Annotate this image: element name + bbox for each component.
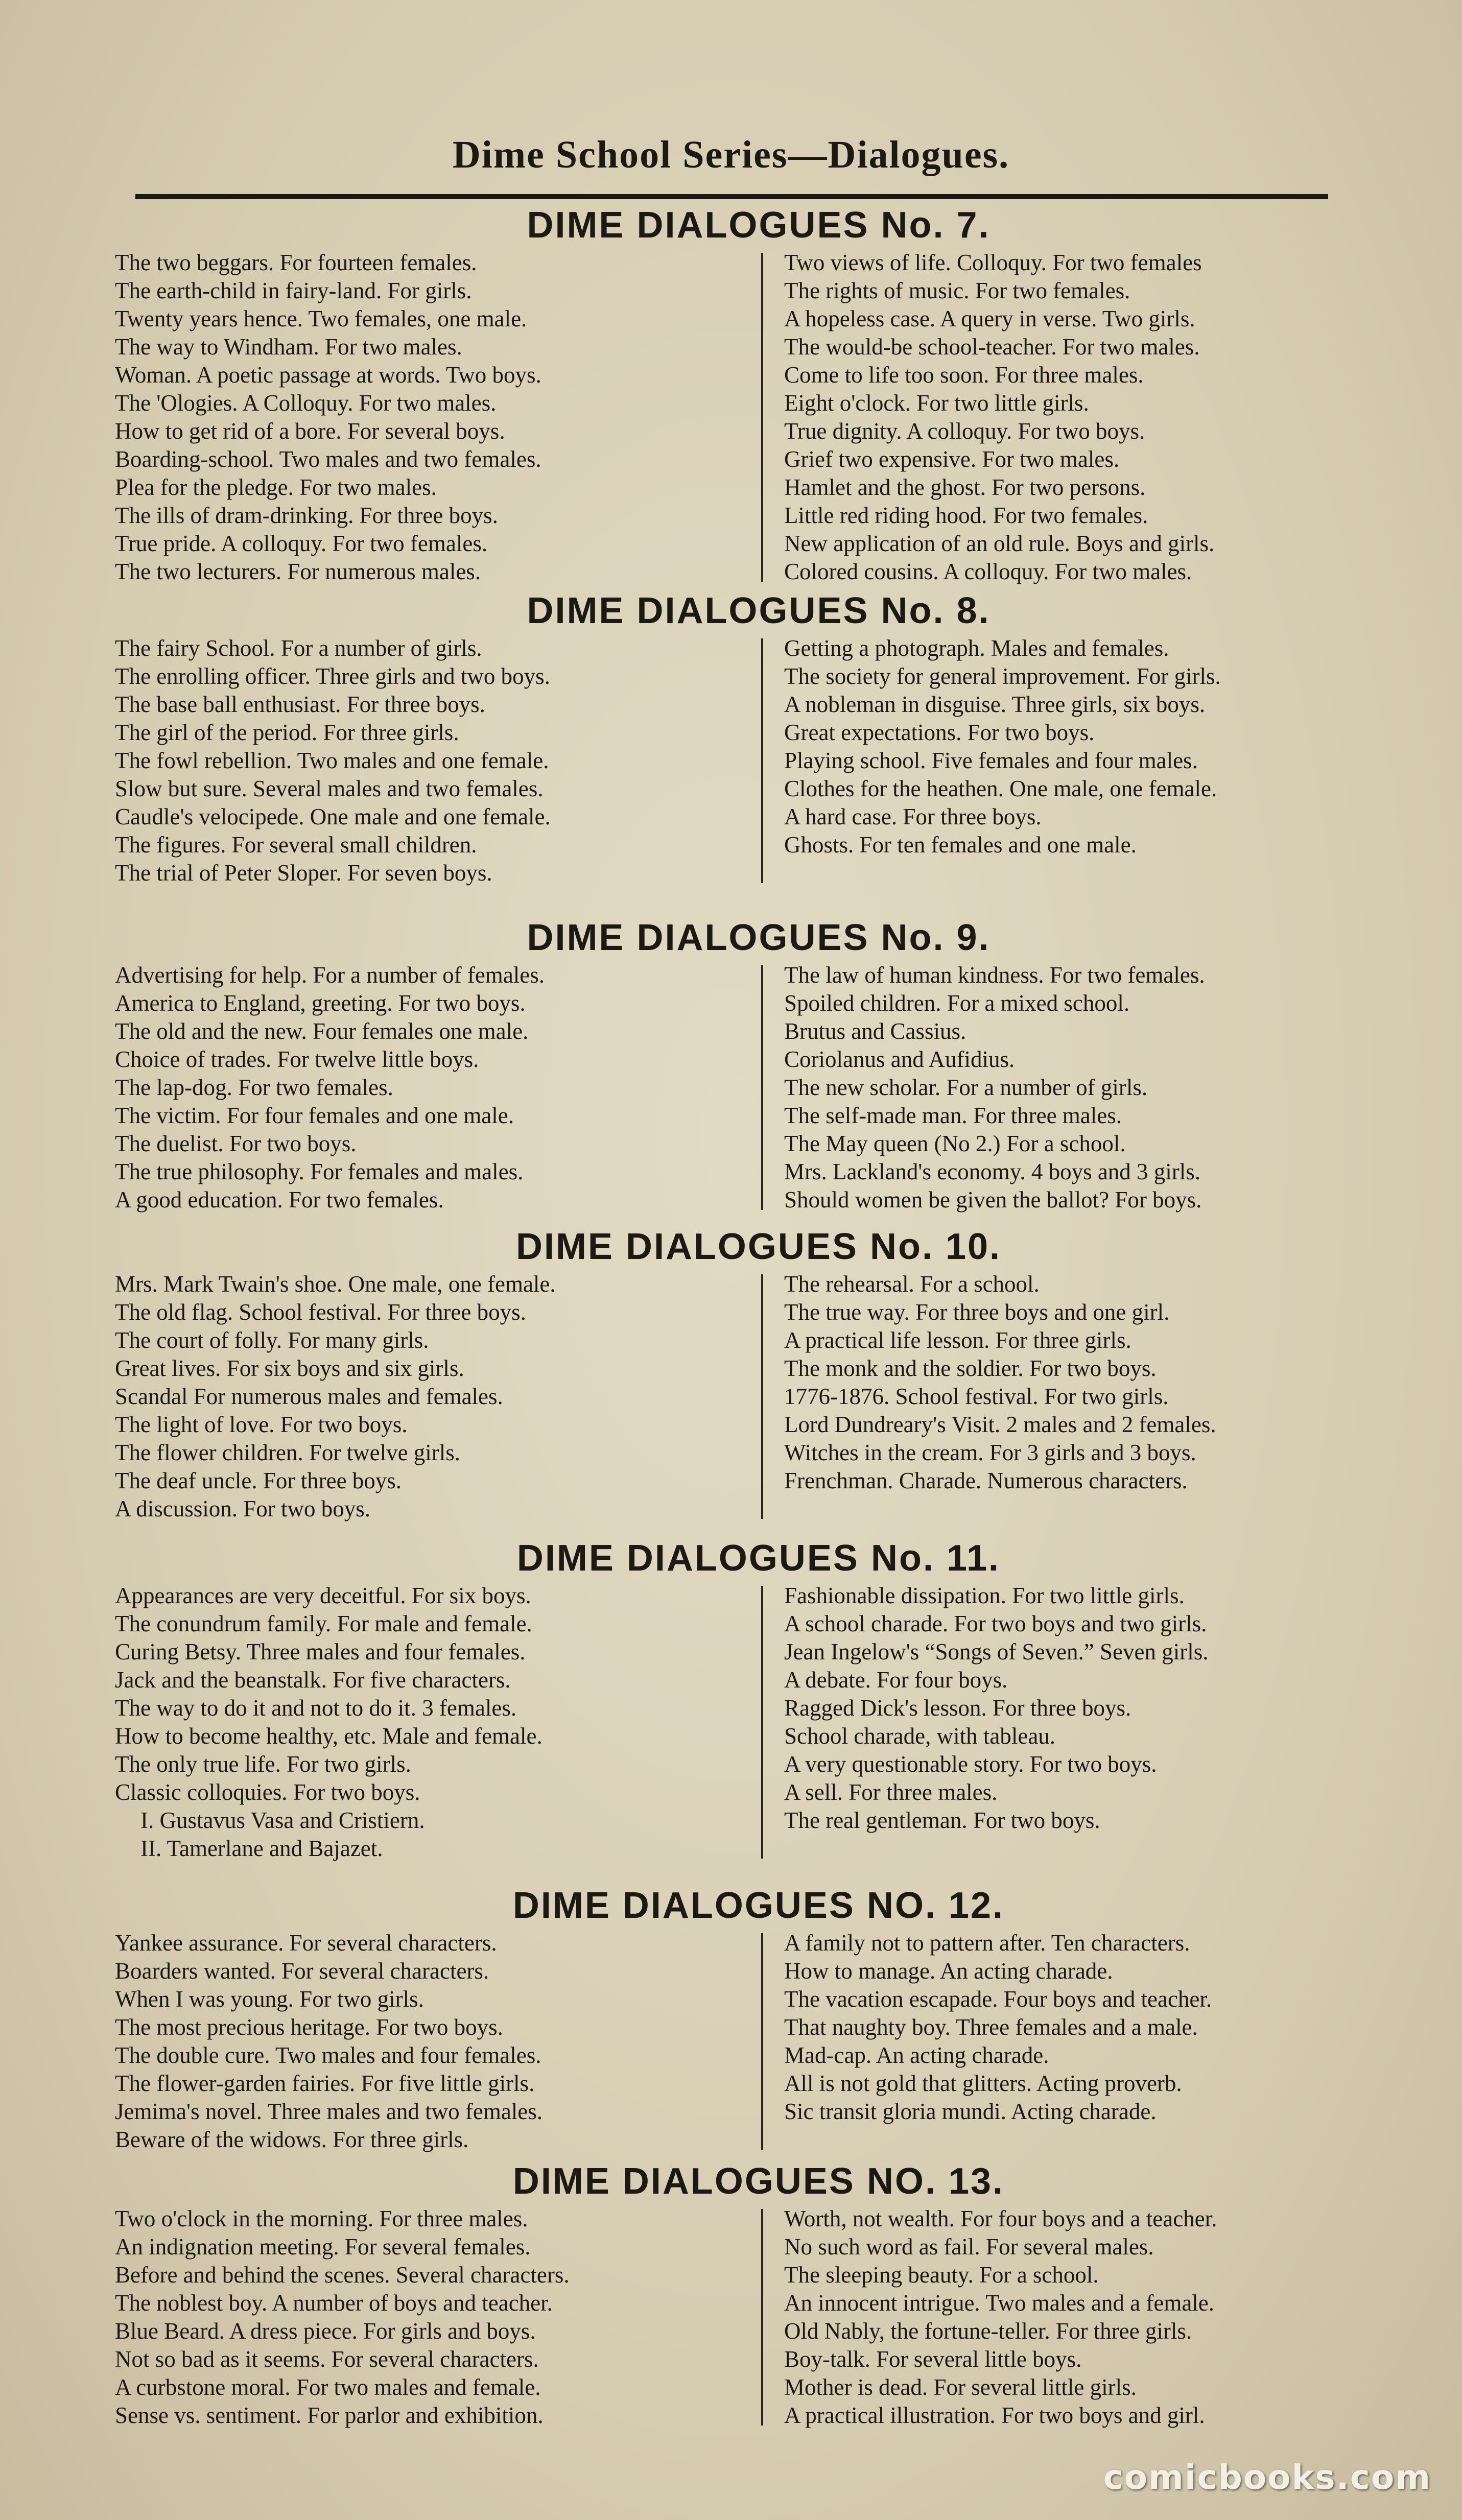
dialogue-entry: The old flag. School festival. For three boys. [115,1299,526,1325]
section-title: DIME DIALOGUES NO. 13. [512,2161,1005,2202]
left-column [115,1582,759,1863]
watermark: comicbooks.com [1103,2458,1431,2497]
dialogue-section [115,914,1402,1214]
dialogue-entry: That naughty boy. Three females and a male. [784,2014,1198,2040]
dialogue-entry: Scandal For numerous males and females. [115,1384,503,1409]
left-column [115,1929,759,2154]
left-column [115,249,759,586]
dialogue-entry: The real gentleman. For two boys. [784,1808,1100,1833]
dialogue-entry: The double cure. Two males and four females. [115,2042,541,2068]
dialogue-entry: Playing school. Five females and four males. [784,748,1198,773]
column-divider [761,253,763,582]
dialogue-entry: Jean Ingelow's “Songs of Seven.” Seven girls. [784,1639,1209,1665]
dialogue-entry: A hard case. For three boys. [784,804,1042,829]
dialogue-entry: Worth, not wealth. For four boys and a teacher. [784,2206,1217,2231]
dialogue-entry: The 'Ologies. A Colloquy. For two males. [115,390,497,416]
dialogue-entry: Blue Beard. A dress piece. For girls and boys. [115,2318,536,2344]
dialogue-entry: A practical life lesson. For three girls. [784,1327,1131,1353]
dialogue-entry: I. Gustavus Vasa and Cristiern. [140,1808,425,1833]
dialogue-entry: The ills of dram-drinking. For three boys. [115,503,498,528]
dialogue-entry: Advertising for help. For a number of females. [115,962,545,988]
left-column [115,634,759,887]
dialogue-entry: Sic transit gloria mundi. Acting charade. [784,2099,1157,2124]
dialogue-entry: The would-be school-teacher. For two males. [784,334,1200,360]
dialogue-entry: Jack and the beanstalk. For five characters. [115,1667,511,1693]
dialogue-entry: Spoiled children. For a mixed school. [784,990,1130,1016]
left-column [115,2205,759,2430]
dialogue-entry: Mrs. Mark Twain's shoe. One male, one female. [115,1271,556,1297]
dialogue-entry: A discussion. For two boys. [115,1496,371,1521]
dialogue-entry: Jemima's novel. Three males and two females. [115,2099,543,2124]
section-title: DIME DIALOGUES No. 9. [527,917,991,958]
dialogue-entry: The flower children. For twelve girls. [115,1440,461,1465]
dialogue-entry: Mother is dead. For several little girls. [784,2374,1137,2400]
dialogue-entry: Two o'clock in the morning. For three males. [115,2206,528,2231]
dialogue-entry: Brutus and Cassius. [784,1018,966,1044]
dialogue-entry: America to England, greeting. For two boys. [115,990,526,1016]
dialogue-entry: An innocent intrigue. Two males and a female. [784,2290,1215,2316]
dialogue-entry: Witches in the cream. For 3 girls and 3 boys. [784,1440,1196,1465]
left-column [115,961,759,1214]
dialogue-entry: The way to Windham. For two males. [115,334,462,360]
dialogue-entry: The conundrum family. For male and female. [115,1611,532,1636]
section-title: DIME DIALOGUES No. 7. [527,205,991,246]
dialogue-entry: Great expectations. For two boys. [784,720,1095,745]
dialogue-entry: Great lives. For six boys and six girls. [115,1356,464,1381]
dialogue-entry: The new scholar. For a number of girls. [784,1075,1148,1100]
dialogue-entry: How to manage. An acting charade. [784,1958,1113,1984]
column-divider [761,2209,763,2426]
dialogue-entry: 1776-1876. School festival. For two girls. [784,1384,1169,1409]
dialogue-entry: A curbstone moral. For two males and female. [115,2374,541,2400]
dialogue-entry: Hamlet and the ghost. For two persons. [784,474,1146,500]
left-column [115,1270,759,1523]
dialogue-entry: Come to life too soon. For three males. [784,362,1144,388]
dialogue-entry: The figures. For several small children. [115,832,477,858]
dialogue-entry: Ghosts. For ten females and one male. [784,832,1137,858]
dialogue-entry: Appearances are very deceitful. For six boys. [115,1583,531,1608]
dialogue-entry: Sense vs. sentiment. For parlor and exhibition. [115,2403,544,2428]
dialogue-entry: Clothes for the heathen. One male, one female. [784,776,1217,801]
dialogue-entry: A very questionable story. For two boys. [784,1751,1157,1777]
dialogue-entry: The fowl rebellion. Two males and one female. [115,748,549,773]
right-column [759,2205,1402,2430]
dialogue-entry: The rights of music. For two females. [784,278,1130,303]
dialogue-entry: Little red riding hood. For two females. [784,503,1148,528]
dialogue-entry: Plea for the pledge. For two males. [115,474,437,500]
section-columns [115,249,1402,586]
dialogue-entry: The May queen (No 2.) For a school. [784,1131,1126,1156]
dialogue-section [115,1223,1402,1523]
right-column [759,249,1402,586]
column-divider [761,1274,763,1519]
dialogue-entry: The old and the new. Four females one male. [115,1018,529,1044]
dialogue-entry: The society for general improvement. For girls. [784,663,1221,689]
dialogue-entry: Should women be given the ballot? For boys. [784,1187,1202,1213]
dialogue-entry: The way to do it and not to do it. 3 females. [115,1695,517,1721]
dialogue-entry: School charade, with tableau. [784,1723,1056,1749]
dialogue-entry: Coriolanus and Aufidius. [784,1047,1015,1072]
dialogue-section [115,587,1402,887]
dialogue-entry: The most precious heritage. For two boys. [115,2014,503,2040]
dialogue-entry: The true philosophy. For females and males. [115,1159,524,1184]
dialogue-entry: Mad-cap. An acting charade. [784,2042,1049,2068]
dialogue-entry: Classic colloquies. For two boys. [115,1779,420,1805]
dialogue-entry: A family not to pattern after. Ten characters. [784,1930,1190,1956]
dialogue-entry: The monk and the soldier. For two boys. [784,1356,1157,1381]
dialogue-entry: Yankee assurance. For several characters. [115,1930,497,1956]
dialogue-entry: Curing Betsy. Three males and four females. [115,1639,526,1665]
dialogue-entry: The vacation escapade. Four boys and teacher. [784,1986,1212,2012]
dialogue-section [115,1535,1402,1863]
column-divider [761,965,763,1210]
dialogue-entry: The fairy School. For a number of girls. [115,635,482,661]
section-title: DIME DIALOGUES No. 10. [515,1226,1002,1267]
column-divider [761,1933,763,2150]
dialogue-entry: II. Tamerlane and Bajazet. [140,1836,383,1861]
dialogue-entry: Not so bad as it seems. For several characters. [115,2346,539,2372]
dialogue-entry: When I was young. For two girls. [115,1986,424,2012]
dialogue-entry: Ragged Dick's lesson. For three boys. [784,1695,1131,1721]
dialogue-entry: The lap-dog. For two females. [115,1075,393,1100]
dialogue-entry: Getting a photograph. Males and females. [784,635,1169,661]
dialogue-entry: The two lecturers. For numerous males. [115,559,481,584]
dialogue-entry: The trial of Peter Sloper. For seven boys. [115,860,492,886]
dialogue-entry: Boarders wanted. For several characters. [115,1958,489,1984]
dialogue-entry: The flower-garden fairies. For five little girls. [115,2071,535,2096]
dialogue-entry: Two views of life. Colloquy. For two females [784,250,1202,275]
dialogue-entry: The only true life. For two girls. [115,1751,411,1777]
column-divider [761,1586,763,1859]
dialogue-entry: New application of an old rule. Boys and girls. [784,531,1215,556]
dialogue-entry: How to become healthy, etc. Male and female. [115,1723,543,1749]
dialogue-entry: Grief two expensive. For two males. [784,446,1120,472]
dialogue-entry: Boy-talk. For several little boys. [784,2346,1082,2372]
right-column [759,1929,1402,2154]
dialogue-entry: The true way. For three boys and one girl. [784,1299,1170,1325]
dialogue-entry: The light of love. For two boys. [115,1412,408,1437]
dialogue-entry: The self-made man. For three males. [784,1103,1122,1128]
dialogue-entry: How to get rid of a bore. For several boys. [115,418,505,444]
dialogue-section [115,1882,1402,2154]
dialogue-entry: Old Nably, the fortune-teller. For three girls. [784,2318,1192,2344]
dialogue-entry: The two beggars. For fourteen females. [115,250,477,275]
dialogue-entry: True pride. A colloquy. For two females. [115,531,488,556]
section-columns [115,634,1402,887]
dialogue-entry: Eight o'clock. For two little girls. [784,390,1089,416]
section-columns [115,1270,1402,1523]
section-title: DIME DIALOGUES No. 8. [527,590,991,631]
dialogue-entry: Twenty years hence. Two females, one male. [115,306,527,331]
dialogue-entry: All is not gold that glitters. Acting proverb. [784,2071,1182,2096]
dialogue-entry: A hopeless case. A query in verse. Two girls. [784,306,1195,331]
dialogue-entry: The girl of the period. For three girls. [115,720,459,745]
dialogue-entry: The victim. For four females and one male. [115,1103,514,1128]
dialogue-entry: A nobleman in disguise. Three girls, six boys. [784,692,1206,717]
column-divider [761,638,763,883]
dialogue-entry: Choice of trades. For twelve little boys. [115,1047,479,1072]
header-rule [135,194,1328,199]
dialogue-entry: Boarding-school. Two males and two females. [115,446,541,472]
dialogue-entry: Colored cousins. A colloquy. For two males. [784,559,1192,584]
section-columns [115,1582,1402,1863]
dialogue-entry: Fashionable dissipation. For two little girls. [784,1583,1185,1608]
dialogue-entry: Frenchman. Charade. Numerous characters. [784,1468,1188,1493]
dialogue-entry: Beware of the widows. For three girls. [115,2127,469,2152]
dialogue-entry: The earth-child in fairy-land. For girls. [115,278,472,303]
dialogue-entry: An indignation meeting. For several females. [115,2234,531,2260]
right-column [759,1270,1402,1523]
dialogue-entry: Caudle's velocipede. One male and one female. [115,804,551,829]
dialogue-entry: The law of human kindness. For two females. [784,962,1205,988]
dialogue-entry: A good education. For two females. [115,1187,444,1213]
section-columns [115,1929,1402,2154]
dialogue-entry: A sell. For three males. [784,1779,998,1805]
dialogue-entry: The enrolling officer. Three girls and two boys. [115,663,550,689]
dialogue-entry: Before and behind the scenes. Several characters. [115,2262,570,2288]
dialogue-entry: The sleeping beauty. For a school. [784,2262,1099,2288]
right-column [759,961,1402,1214]
dialogue-entry: The base ball enthusiast. For three boys. [115,692,485,717]
dialogue-entry: The duelist. For two boys. [115,1131,357,1156]
section-columns [115,2205,1402,2430]
dialogue-entry: The noblest boy. A number of boys and teacher. [115,2290,553,2316]
section-columns [115,961,1402,1214]
section-title: DIME DIALOGUES NO. 12. [512,1885,1005,1926]
dialogue-section [115,202,1402,586]
dialogue-entry: The deaf uncle. For three boys. [115,1468,402,1493]
dialogue-entry: A school charade. For two boys and two girls. [784,1611,1207,1636]
dialogue-entry: A debate. For four boys. [784,1667,1008,1693]
page-header: Dime School Series—Dialogues. [452,133,1010,176]
dialogue-entry: The rehearsal. For a school. [784,1271,1040,1297]
dialogue-entry: Slow but sure. Several males and two females. [115,776,544,801]
dialogue-entry: No such word as fail. For several males. [784,2234,1154,2260]
dialogue-section [115,2158,1402,2430]
dialogue-entry: The court of folly. For many girls. [115,1327,429,1353]
section-title: DIME DIALOGUES No. 11. [516,1538,1001,1579]
right-column [759,1582,1402,1863]
dialogue-entry: Mrs. Lackland's economy. 4 boys and 3 girls. [784,1159,1201,1184]
dialogue-entry: Woman. A poetic passage at words. Two boys. [115,362,541,388]
dialogue-entry: True dignity. A colloquy. For two boys. [784,418,1145,444]
right-column [759,634,1402,887]
dialogue-entry: Lord Dundreary's Visit. 2 males and 2 females. [784,1412,1216,1437]
dialogue-entry: A practical illustration. For two boys and girl. [784,2403,1205,2428]
